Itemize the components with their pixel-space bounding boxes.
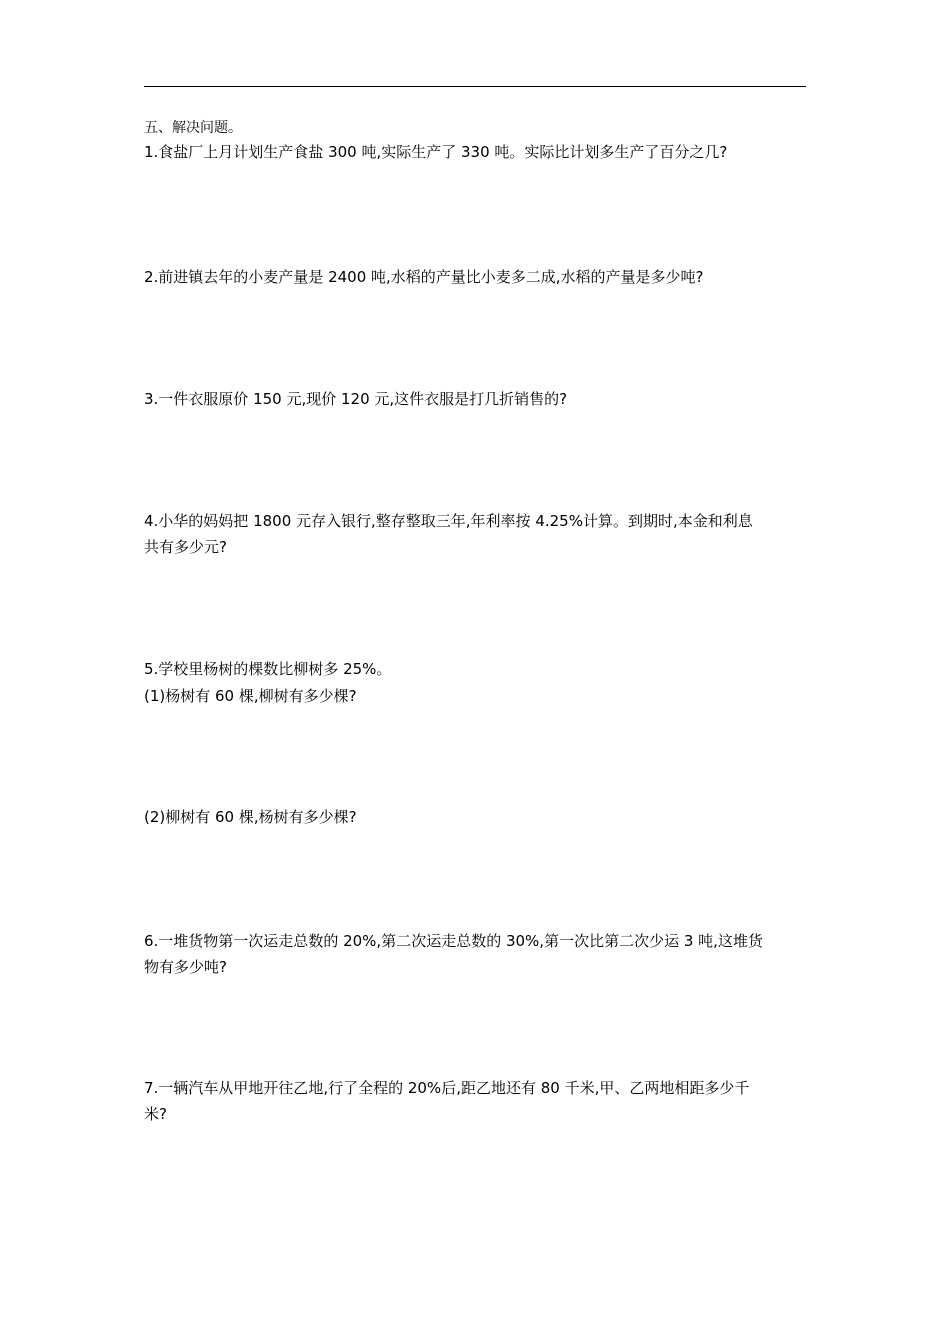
problem-5-sub-1: (1)杨树有 60 棵,柳树有多少棵? <box>144 687 357 705</box>
header-rule <box>144 86 806 87</box>
section-title: 五、解决问题。 <box>144 120 242 136</box>
problem-6-line-2: 物有多少吨? <box>144 958 227 976</box>
problem-7-line-2: 米? <box>144 1105 167 1123</box>
problem-7-line-1: 7.一辆汽车从甲地开往乙地,行了全程的 20%后,距乙地还有 80 千米,甲、乙两地相距多少千 <box>144 1079 750 1097</box>
problem-2-line-1: 2.前进镇去年的小麦产量是 2400 吨,水稻的产量比小麦多二成,水稻的产量是多少吨? <box>144 268 704 286</box>
problem-4-line-1: 4.小华的妈妈把 1800 元存入银行,整存整取三年,年利率按 4.25%计算。到期时,本金和利息 <box>144 512 753 530</box>
problem-1-line-1: 1.食盐厂上月计划生产食盐 300 吨,实际生产了 330 吨。实际比计划多生产了百分之几? <box>144 143 728 161</box>
problem-4-line-2: 共有多少元? <box>144 538 227 556</box>
problem-3-line-1: 3.一件衣服原价 150 元,现价 120 元,这件衣服是打几折销售的? <box>144 390 568 408</box>
problem-5-sub-2: (2)柳树有 60 棵,杨树有多少棵? <box>144 808 357 826</box>
problem-5-line-1: 5.学校里杨树的棵数比柳树多 25%。 <box>144 660 392 678</box>
problem-6-line-1: 6.一堆货物第一次运走总数的 20%,第二次运走总数的 30%,第一次比第二次少运 3 吨,这堆货 <box>144 932 763 950</box>
